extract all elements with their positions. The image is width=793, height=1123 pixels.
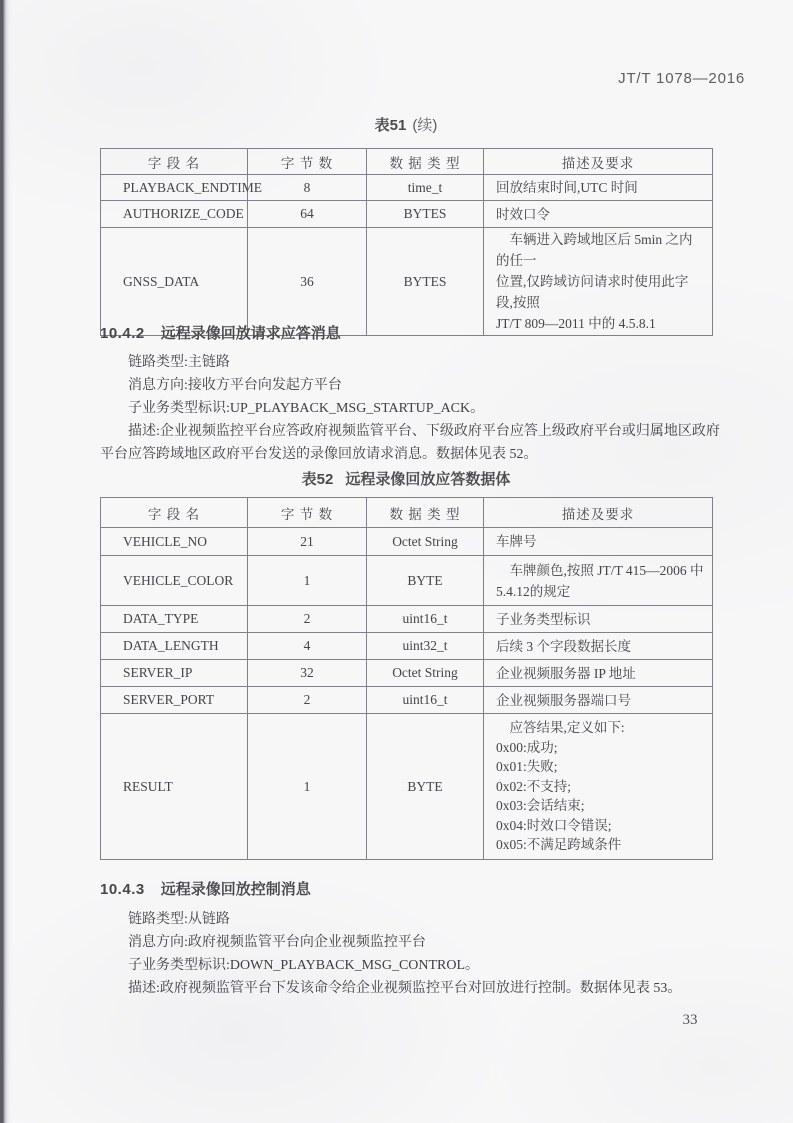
paragraph-line: 平台应答跨域地区政府平台发送的录像回放请求消息。数据体见表 52。	[100, 447, 538, 462]
table-row	[101, 606, 713, 633]
page-number: 33	[682, 1012, 698, 1028]
data-type-cell: uint32_t	[367, 633, 484, 660]
description-line: 车牌颜色,按照 JT/T 415—2006 中	[509, 562, 704, 578]
table-row	[101, 528, 713, 556]
description-line: 0x04:时效口令错误;	[496, 817, 612, 833]
section-body-10-4-3	[100, 908, 760, 1000]
description-line: 子业务类型标识	[496, 611, 591, 627]
byte-count-cell: 32	[248, 660, 367, 687]
paragraph-line: 子业务类型标识:DOWN_PLAYBACK_MSG_CONTROL。	[128, 958, 480, 973]
field-name-cell: VEHICLE_NO	[101, 528, 248, 556]
table51-caption-suffix: (续)	[412, 117, 438, 134]
paragraph-line: 链路类型:主链路	[128, 355, 230, 370]
data-type-cell: uint16_t	[367, 606, 484, 633]
description-line: 车辆进入跨域地区后 5min 之内的任一	[496, 232, 693, 268]
table52-caption-label: 表52	[301, 471, 334, 488]
description-line: 5.4.12的规定	[496, 583, 571, 599]
col-header-field: 字 段 名	[101, 149, 248, 175]
description-cell	[484, 660, 713, 687]
data-type-cell: Octet String	[367, 528, 484, 556]
section-heading-10-4-2	[100, 322, 745, 343]
description-cell	[484, 228, 713, 336]
table-row	[101, 556, 713, 606]
field-name-cell: PLAYBACK_ENDTIME	[101, 175, 248, 201]
table52	[100, 497, 713, 860]
section-title: 远程录像回放控制消息	[160, 881, 311, 898]
byte-count-cell: 2	[248, 606, 367, 633]
data-type-cell: BYTE	[367, 714, 484, 860]
byte-count-cell: 8	[248, 175, 367, 201]
table-row	[101, 660, 713, 687]
paragraph-line: 消息方向:政府视频监管平台向企业视频监控平台	[128, 935, 426, 950]
col-header-type: 数 据 类 型	[367, 498, 484, 528]
description-line: 应答结果,定义如下:	[509, 720, 625, 736]
standard-number-header: JT/T 1078—2016	[618, 70, 745, 87]
col-header-field: 字 段 名	[101, 498, 248, 528]
table-row	[101, 175, 713, 201]
field-name-cell: GNSS_DATA	[101, 228, 248, 336]
section-body-10-4-2	[100, 351, 760, 466]
field-name-cell: VEHICLE_COLOR	[101, 556, 248, 606]
description-cell	[484, 687, 713, 714]
description-cell	[484, 528, 713, 556]
section-title: 远程录像回放请求应答消息	[160, 325, 341, 342]
description-line: 0x01:失败;	[496, 759, 558, 775]
table-row	[101, 633, 713, 660]
paragraph-line: 链路类型:从链路	[128, 912, 230, 927]
description-line: 位置,仅跨域访问请求时使用此字段,按照	[496, 274, 689, 310]
field-name-cell: SERVER_PORT	[101, 687, 248, 714]
byte-count-cell: 1	[248, 714, 367, 860]
byte-count-cell: 4	[248, 633, 367, 660]
data-type-cell: BYTES	[367, 201, 484, 228]
table52-header-row	[101, 498, 713, 528]
data-type-cell: uint16_t	[367, 687, 484, 714]
description-line: 企业视频服务器 IP 地址	[496, 665, 636, 681]
table-row	[101, 201, 713, 228]
description-line: 后续 3 个字段数据长度	[496, 638, 631, 654]
col-header-bytes: 字 节 数	[248, 149, 367, 175]
table51-header-row	[101, 149, 713, 175]
description-line: 企业视频服务器端口号	[496, 692, 631, 708]
col-header-desc: 描述及要求	[484, 149, 713, 175]
field-name-cell: RESULT	[101, 714, 248, 860]
description-line: 0x03:会话结束;	[496, 798, 585, 814]
description-cell	[484, 606, 713, 633]
col-header-desc: 描述及要求	[484, 498, 713, 528]
field-name-cell: DATA_TYPE	[101, 606, 248, 633]
col-header-bytes: 字 节 数	[248, 498, 367, 528]
table51	[100, 148, 713, 336]
description-line: 车牌号	[496, 534, 537, 549]
table-row	[101, 228, 713, 336]
description-line: 回放结束时间,UTC 时间	[496, 180, 638, 195]
field-name-cell: DATA_LENGTH	[101, 633, 248, 660]
field-name-cell: SERVER_IP	[101, 660, 248, 687]
paragraph-line: 描述:政府视频监管平台下发该命令给企业视频监控平台对回放进行控制。数据体见表 53。	[128, 981, 682, 996]
data-type-cell: time_t	[367, 175, 484, 201]
table51-caption	[100, 114, 712, 135]
paragraph-line: 消息方向:接收方平台向发起方平台	[128, 378, 342, 393]
byte-count-cell: 36	[248, 228, 367, 336]
data-type-cell: Octet String	[367, 660, 484, 687]
description-line: 0x00:成功;	[496, 739, 558, 755]
field-name-cell: AUTHORIZE_CODE	[101, 201, 248, 228]
table-row	[101, 714, 713, 860]
description-cell	[484, 714, 713, 860]
section-number: 10.4.3	[100, 881, 145, 898]
description-line: 0x02:不支持;	[496, 778, 572, 794]
byte-count-cell: 2	[248, 687, 367, 714]
col-header-type: 数 据 类 型	[367, 149, 484, 175]
description-cell	[484, 201, 713, 228]
paragraph-line: 子业务类型标识:UP_PLAYBACK_MSG_STARTUP_ACK。	[128, 401, 485, 416]
table-row	[101, 687, 713, 714]
description-cell	[484, 556, 713, 606]
description-cell	[484, 175, 713, 201]
description-line: JT/T 809—2011 中的 4.5.8.1	[496, 316, 656, 331]
data-type-cell: BYTES	[367, 228, 484, 336]
paragraph-line: 描述:企业视频监控平台应答政府视频监管平台、下级政府平台应答上级政府平台或归属地区政府	[128, 424, 720, 439]
table52-caption	[100, 468, 712, 489]
section-heading-10-4-3	[100, 878, 745, 899]
data-type-cell: BYTE	[367, 556, 484, 606]
byte-count-cell: 21	[248, 528, 367, 556]
description-cell	[484, 633, 713, 660]
scan-edge-shadow	[0, 0, 12, 1123]
description-line: 时效口令	[496, 206, 550, 222]
byte-count-cell: 64	[248, 201, 367, 228]
table51-caption-label: 表51	[374, 117, 407, 134]
section-number: 10.4.2	[100, 325, 145, 342]
description-line: 0x05:不满足跨域条件	[496, 837, 622, 853]
table52-caption-title: 远程录像回放应答数据体	[345, 471, 511, 488]
byte-count-cell: 1	[248, 556, 367, 606]
